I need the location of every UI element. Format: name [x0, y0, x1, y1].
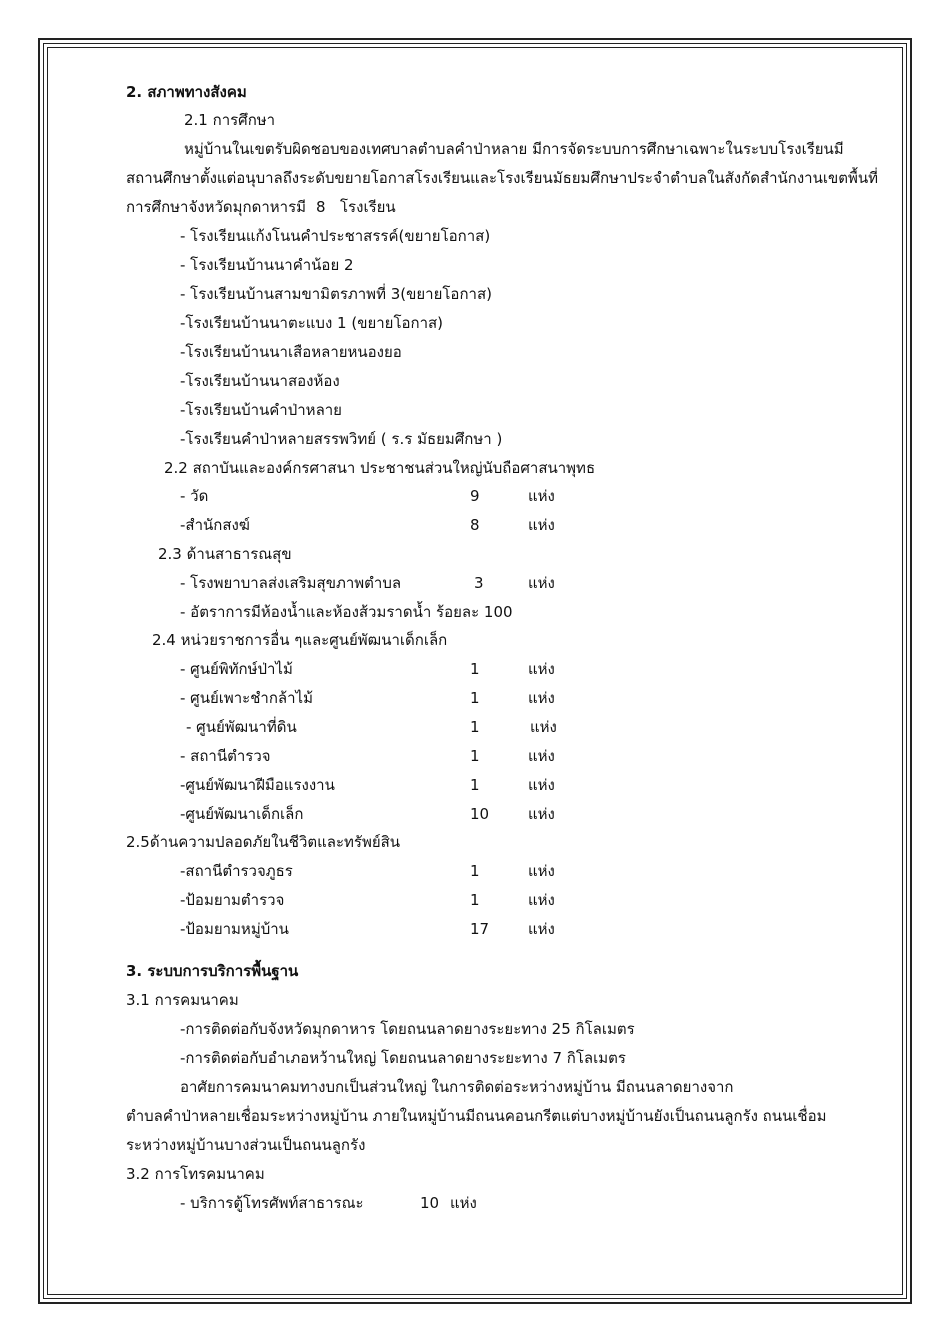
agency-item-unit: แห่ง: [528, 660, 555, 678]
school-item: -โรงเรียนคำป่าหลายสรรพวิทย์ ( ร.ร มัธยมศึกษา ): [180, 430, 503, 448]
subheading-education: 2.1 การศึกษา: [184, 111, 276, 129]
religion-item-count: 8: [470, 516, 480, 534]
agency-item-count: 1: [470, 660, 480, 678]
safety-item-unit: แห่ง: [528, 920, 555, 938]
agency-item-unit: แห่ง: [528, 689, 555, 707]
school-item: -โรงเรียนบ้านนาสองห้อง: [180, 372, 340, 390]
agency-item-name: -ศูนย์พัฒนาฝีมือแรงงาน: [180, 776, 335, 794]
subheading-telecom: 3.2 การโทรคมนาคม: [126, 1165, 265, 1183]
education-paragraph-line: หมู่บ้านในเขตรับผิดชอบของเทศบาลตำบลคำป่าหลาย มีการจัดระบบการศึกษาเฉพาะในระบบโรงเรียนมี: [184, 140, 844, 158]
health-item-count: 3: [474, 574, 484, 592]
agency-item-name: - ศูนย์เพาะชำกล้าไม้: [180, 689, 313, 707]
agency-item-unit: แห่ง: [528, 776, 555, 794]
agency-item-count: 10: [470, 805, 490, 823]
agency-item-name: -ศูนย์พัฒนาเด็กเล็ก: [180, 805, 304, 823]
religion-item-count: 9: [470, 487, 480, 505]
education-paragraph-line: สถานศึกษาตั้งแต่อนุบาลถึงระดับขยายโอกาสโรงเรียนและโรงเรียนมัธยมศึกษาประจำตำบลในสังกัดสำนักงานเขตพื้นที่: [126, 169, 879, 187]
safety-item-unit: แห่ง: [528, 891, 555, 909]
school-item: -โรงเรียนบ้านนาเสือหลายหนองยอ: [180, 343, 402, 361]
transport-paragraph-line: อาศัยการคมนาคมทางบกเป็นส่วนใหญ่ ในการติดต่อระหว่างหมู่บ้าน มีถนนลาดยางจาก: [180, 1078, 734, 1096]
religion-item-name: -สำนักสงฆ์: [180, 516, 250, 534]
school-count: 8: [316, 198, 326, 216]
subheading-safety: 2.5ด้านความปลอดภัยในชีวิตและทรัพย์สิน: [126, 833, 401, 851]
health-item-unit: แห่ง: [528, 574, 555, 592]
school-item: - โรงเรียนแก้งโนนคำประชาสรรค์(ขยายโอกาส): [180, 227, 491, 245]
transport-line: -การติดต่อกับจังหวัดมุกดาหาร โดยถนนลาดยางระยะทาง 25 กิโลเมตร: [180, 1020, 635, 1038]
safety-item-name: -ป้อมยามตำรวจ: [180, 891, 285, 909]
telecom-item-name: - บริการตู้โทรศัพท์สาธารณะ: [180, 1194, 364, 1212]
health-item-name: - โรงพยาบาลส่งเสริมสุขภาพตำบล: [180, 574, 402, 592]
telecom-item-count: 10: [420, 1194, 440, 1212]
school-item: -โรงเรียนบ้านนาตะแบง 1 (ขยายโอกาส): [180, 314, 444, 332]
agency-item-name: - สถานีตำรวจ: [180, 747, 271, 765]
agency-item-unit: แห่ง: [530, 718, 557, 736]
religion-item-unit: แห่ง: [528, 487, 555, 505]
education-paragraph-line: การศึกษาจังหวัดมุกดาหารมี: [126, 198, 307, 216]
agency-item-count: 1: [470, 776, 480, 794]
school-count-unit: โรงเรียน: [340, 198, 396, 216]
subheading-agencies: 2.4 หน่วยราชการอื่น ๆและศูนย์พัฒนาเด็กเล็ก: [152, 631, 448, 649]
school-item: - โรงเรียนบ้านนาคำน้อย 2: [180, 256, 354, 274]
religion-item-name: - วัด: [180, 487, 209, 505]
safety-item-count: 17: [470, 920, 490, 938]
transport-line: -การติดต่อกับอำเภอหว้านใหญ่ โดยถนนลาดยางระยะทาง 7 กิโลเมตร: [180, 1049, 626, 1067]
school-item: - โรงเรียนบ้านสามขามิตรภาพที่ 3(ขยายโอกาส): [180, 285, 492, 303]
safety-item-count: 1: [470, 891, 480, 909]
agency-item-count: 1: [470, 689, 480, 707]
subheading-religion: 2.2 สถาบันและองค์กรศาสนา ประชาชนส่วนใหญ่นับถือศาสนาพุทธ: [164, 459, 596, 477]
agency-item-name: - ศูนย์พัฒนาที่ดิน: [186, 718, 297, 736]
subheading-health: 2.3 ด้านสาธารณสุข: [158, 545, 292, 563]
school-item: -โรงเรียนบ้านคำป่าหลาย: [180, 401, 342, 419]
telecom-item-unit: แห่ง: [450, 1194, 477, 1212]
subheading-transport: 3.1 การคมนาคม: [126, 991, 239, 1009]
agency-item-count: 1: [470, 718, 480, 736]
transport-paragraph-line: ตำบลคำป่าหลายเชื่อมระหว่างหมู่บ้าน ภายในหมู่บ้านมีถนนคอนกรีตแต่บางหมู่บ้านยังเป็นถนนลูกรัง ถนนเชื่อม: [126, 1107, 827, 1125]
safety-item-unit: แห่ง: [528, 862, 555, 880]
agency-item-unit: แห่ง: [528, 747, 555, 765]
religion-item-unit: แห่ง: [528, 516, 555, 534]
agency-item-unit: แห่ง: [528, 805, 555, 823]
agency-item-name: - ศูนย์พิทักษ์ป่าไม้: [180, 660, 293, 678]
section-heading-infrastructure: 3. ระบบการบริการพื้นฐาน: [126, 962, 299, 980]
safety-item-name: -ป้อมยามหมู่บ้าน: [180, 920, 289, 938]
health-toilet-rate: - อัตราการมีห้องน้ำและห้องส้วมราดน้ำ ร้อยละ 100: [180, 603, 513, 621]
safety-item-name: -สถานีตำรวจภูธร: [180, 862, 293, 880]
transport-paragraph-line: ระหว่างหมู่บ้านบางส่วนเป็นถนนลูกรัง: [126, 1136, 366, 1154]
agency-item-count: 1: [470, 747, 480, 765]
safety-item-count: 1: [470, 862, 480, 880]
section-heading-social: 2. สภาพทางสังคม: [126, 83, 247, 101]
